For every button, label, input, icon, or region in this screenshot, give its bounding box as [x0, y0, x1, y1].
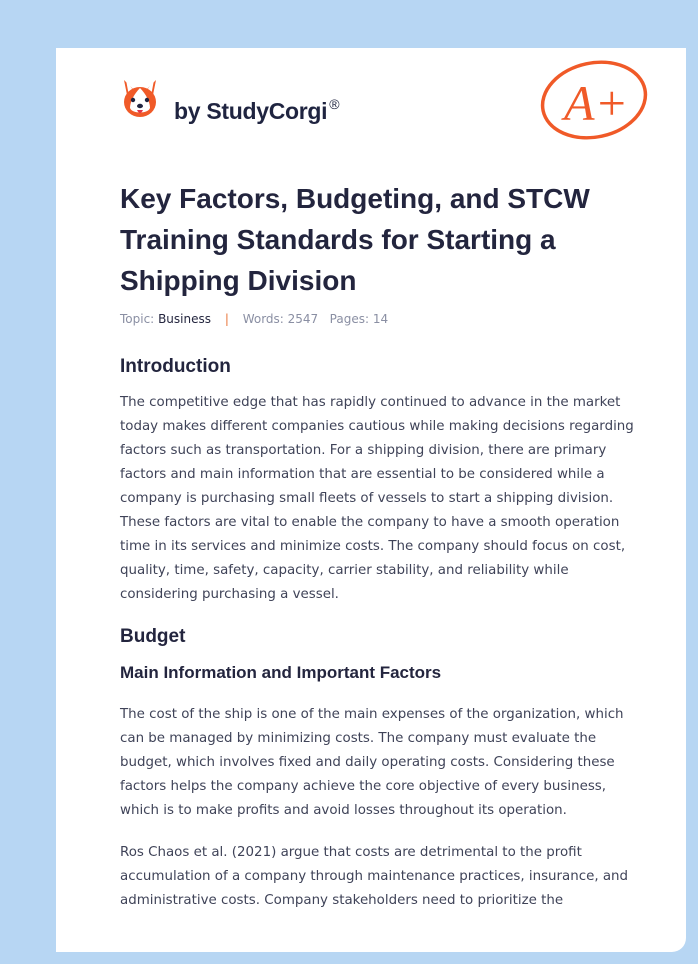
grade-text: A+ — [564, 75, 629, 131]
words-label: Words: — [242, 312, 284, 326]
introduction-paragraph: The competitive edge that has rapidly continued to advance in the market today makes different companies cautious while making decisions regarding factors such as transportation. For a shipping division, there are primary factors and main information that are essential to be considered while a company is purchasing small fleets of vessels to start a shipping division. These factors are vital to enable the company to have a smooth operation time in its services and minimize costs. The company should focus on cost, quality, time, safety, capacity, carrier stability, and reliability while considering purchasing a vessel. — [120, 395, 634, 602]
words-count: 2547 — [287, 312, 319, 326]
brand-name[interactable] — [174, 96, 339, 125]
budget-paragraph-1: The cost of the ship is one of the main expenses of the organization, which can be managed by minimizing costs. The company must evaluate the budget, which involves fixed and daily operating costs. Considering these factors helps the company achieve the core objective of every business, which is to make profits and avoid losses throughout its operation. — [120, 707, 624, 818]
document-meta — [120, 312, 388, 326]
brand-name-text: by StudyCorgi — [174, 98, 328, 124]
pages-label: Pages: — [329, 312, 370, 326]
document-page — [56, 48, 686, 952]
budget-heading: Budget — [120, 626, 186, 647]
topic-label: Topic: — [120, 312, 155, 326]
main-information-heading: Main Information and Important Factors — [120, 663, 442, 682]
registered-mark: ® — [329, 96, 340, 112]
introduction-heading: Introduction — [120, 356, 231, 377]
document-title: Key Factors, Budgeting, and STCW Training Standards for Starting a Shipping Division — [120, 183, 590, 296]
budget-paragraph-2: Ros Chaos et al. (2021) argue that costs are detrimental to the profit accumulation of a company through maintenance practices, insurance, and administrative costs. Company stakeholders need to prioritize the — [120, 845, 629, 908]
a-plus-grade-icon — [538, 58, 650, 140]
corgi-logo-icon[interactable] — [120, 76, 160, 120]
meta-separator: | — [224, 312, 229, 326]
pages-count: 14 — [372, 312, 389, 326]
document-body — [120, 354, 636, 913]
topic-link[interactable]: Business — [158, 312, 211, 326]
